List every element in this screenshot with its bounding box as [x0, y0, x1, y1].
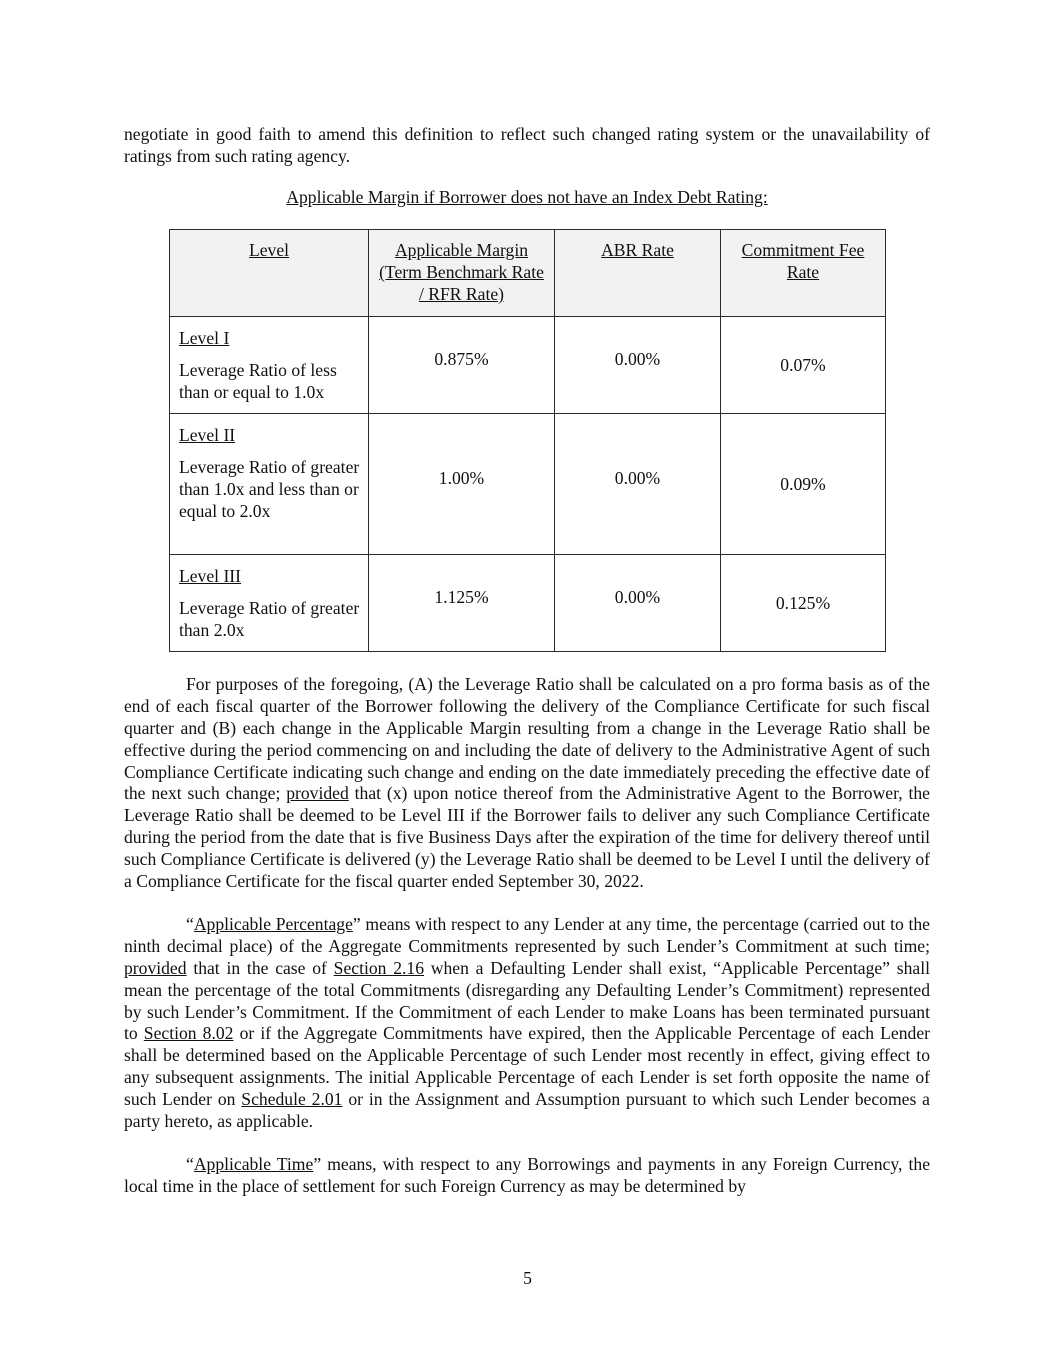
- level-cell: [170, 414, 369, 555]
- level-name: Level II: [179, 425, 236, 446]
- level-cell: [170, 555, 369, 652]
- level-cell: [170, 317, 369, 414]
- level-name: Level III: [179, 566, 242, 587]
- defined-term-applicable-time: Applicable Time: [193, 1154, 314, 1175]
- section-8-02-reference: Section 8.02: [143, 1023, 234, 1044]
- level-description: Leverage Ratio of greater than 1.0x and less than or equal to 2.0x: [179, 457, 360, 521]
- header-commitment-fee-rate: Commitment Fee Rate: [721, 230, 886, 317]
- provided-term: provided: [286, 783, 349, 804]
- header-abr-rate: ABR Rate: [555, 230, 721, 317]
- table-caption-text: Applicable Margin if Borrower does not have an Index Debt Rating:: [286, 186, 768, 207]
- table-row: [170, 555, 886, 652]
- schedule-2-01-reference: Schedule 2.01: [241, 1088, 343, 1109]
- page-number: 5: [523, 1268, 532, 1288]
- table-row: [170, 317, 886, 414]
- section-2-16-reference: Section 2.16: [333, 957, 425, 978]
- applicable-margin-cell: 1.00%: [369, 414, 555, 555]
- header-applicable-margin: Applicable Margin (Term Benchmark Rate / RFR Rate): [369, 230, 555, 317]
- commitment-fee-cell: 0.125%: [721, 555, 886, 652]
- table-header-row: [170, 230, 886, 317]
- level-description: Leverage Ratio of less than or equal to 1.0x: [179, 360, 337, 402]
- applicable-margin-cell: 1.125%: [369, 555, 555, 652]
- abr-rate-cell: 0.00%: [555, 317, 721, 414]
- defined-term-applicable-percentage: Applicable Percentage: [193, 914, 353, 935]
- abr-rate-cell: 0.00%: [555, 414, 721, 555]
- document-page: [124, 124, 930, 1198]
- abr-rate-cell: 0.00%: [555, 555, 721, 652]
- commitment-fee-cell: 0.07%: [721, 317, 886, 414]
- foregoing-paragraph: For purposes of the foregoing, (A) the Leverage Ratio shall be calculated on a pro forma basis as of the end of each fiscal quarter of the Borrower following the delivery of the Compliance Certificate for such fiscal quarter and (B) each change in the Applicable Margin resulting from a change in the Leverage Ratio shall be effective during the period commencing on and including the date of delivery to the Administrative Agent of such Compliance Certificate indicating such change and ending on the date immediately preceding the effective date of the next such change; provided that (x) upon notice thereof from the Administrative Agent to the Borrower, the Leverage Ratio shall be deemed to be Level III if the Borrower fails to deliver any such Compliance Certificate during the period from the date that is five Business Days after the expiration of the time for delivery thereof until such Compliance Certificate is delivered (y) the Leverage Ratio shall be deemed to be Level I until the delivery of a Compliance Certificate for the fiscal quarter ended September 30, 2022.: [124, 674, 930, 891]
- table-caption: [124, 187, 930, 209]
- header-level: Level: [170, 230, 369, 317]
- level-description: Leverage Ratio of greater than 2.0x: [179, 598, 360, 640]
- applicable-percentage-paragraph: “Applicable Percentage” means with respect to any Lender at any time, the percentage (carried out to the ninth decimal place) of the Aggregate Commitments represented by such Lender’s Commitment at such time; provided that in the case of Section 2.16 when a Defaulting Lender shall exist, “Applicable Percentage” shall mean the percentage of the total Commitments (disregarding any Defaulting Lender’s Commitment) represented by such Lender’s Commitment. If the Commitment of each Lender to make Loans has been terminated pursuant to Section 8.02 or if the Aggregate Commitments have expired, then the Applicable Percentage of each Lender shall be determined based on the Applicable Percentage of such Lender most recently in effect, giving effect to any subsequent assignments. The initial Applicable Percentage of each Lender is set forth opposite the name of such Lender on Schedule 2.01 or in the Assignment and Assumption pursuant to which such Lender becomes a party hereto, as applicable.: [124, 914, 930, 1131]
- provided-term: provided: [124, 957, 187, 978]
- applicable-margin-table: [169, 229, 886, 652]
- level-name: Level I: [179, 328, 230, 349]
- commitment-fee-cell: 0.09%: [721, 414, 886, 555]
- intro-paragraph: negotiate in good faith to amend this definition to reflect such changed rating system or the unavailability of ratings from such rating agency.: [124, 124, 930, 166]
- applicable-margin-cell: 0.875%: [369, 317, 555, 414]
- applicable-time-paragraph: “Applicable Time” means, with respect to any Borrowings and payments in any Foreign Currency, the local time in the place of settlement for such Foreign Currency as may be determined by: [124, 1154, 930, 1197]
- table-row: [170, 414, 886, 555]
